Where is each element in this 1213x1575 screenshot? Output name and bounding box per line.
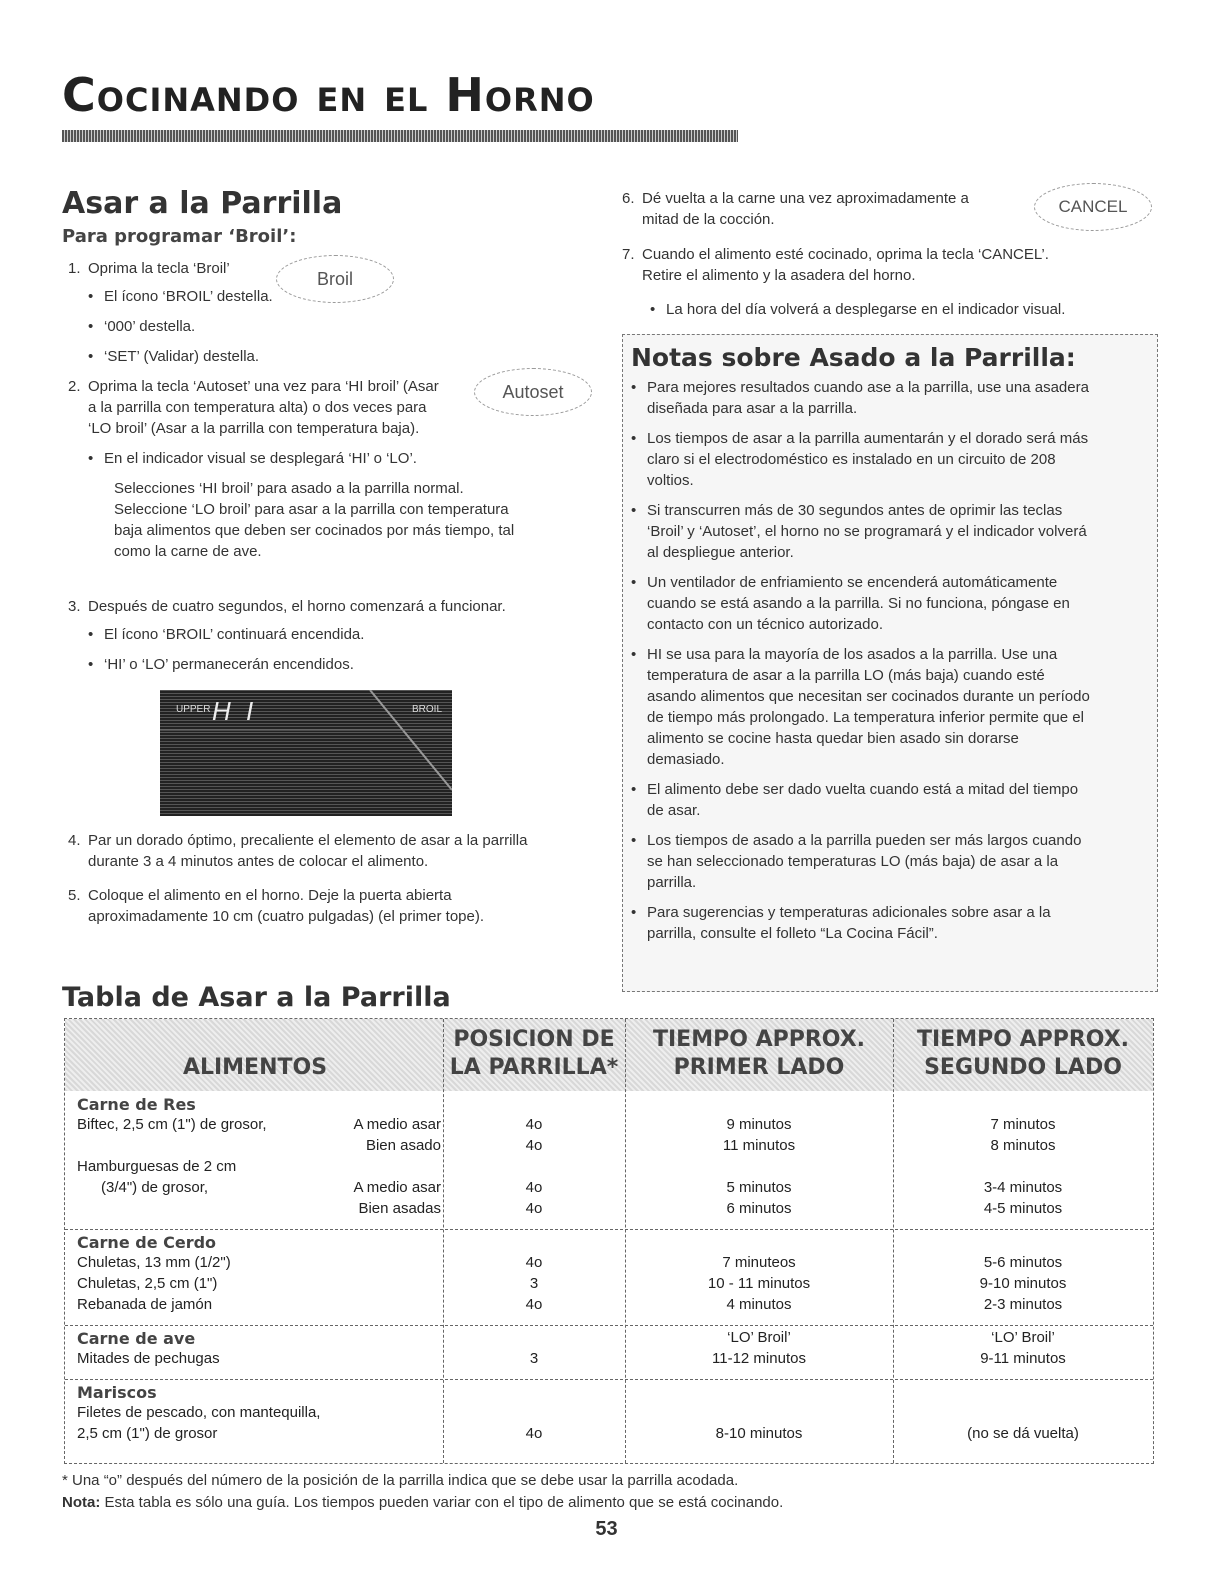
step-5-line-2: aproximadamente 10 cm (cuatro pulgadas) (el primer tope). — [88, 908, 485, 925]
table-cell: ‘LO’ Broil’ — [727, 1329, 791, 1346]
table-cell: 4o — [525, 1137, 543, 1154]
table-cell: 4-5 minutos — [983, 1200, 1063, 1217]
step-1-bullet-2: ‘000’ destella. — [104, 318, 196, 335]
bullet: • — [631, 430, 637, 447]
note-line: Los tiempos de asado a la parrilla pueden ser más largos cuando — [647, 832, 1082, 849]
table-col-divider — [625, 1019, 626, 1463]
note-line: Los tiempos de asar a la parrilla aumentarán y el dorado será más — [647, 430, 1089, 447]
table-cell: 4o — [525, 1179, 543, 1196]
step-2-para-1: Selecciones ‘HI broil’ para asado a la parrilla normal. — [114, 480, 464, 497]
table-footnote: * Una “o” después del número de la posición de la parrilla indica que se debe usar la parrilla acodada. — [62, 1472, 739, 1489]
display-bezel-lines — [160, 690, 452, 816]
table-cell: 4o — [525, 1425, 543, 1442]
table-col-divider — [443, 1019, 444, 1463]
table-cell: Bien asado — [365, 1137, 441, 1154]
step-1-bullet-3: ‘SET’ (Validar) destella. — [104, 348, 260, 365]
table-cell: 9-11 minutos — [980, 1350, 1066, 1367]
table-cell: 9-10 minutos — [979, 1275, 1067, 1292]
note-line: voltios. — [647, 472, 694, 489]
note-line: se han seleccionado temperaturas LO (más baja) de asar a la — [647, 853, 1059, 870]
subheading-program-broil: Para programar ‘Broil’: — [62, 226, 297, 247]
step-4-line-2: durante 3 a 4 minutos antes de colocar el alimento. — [88, 853, 429, 870]
step-6-line-2: mitad de la cocción. — [642, 211, 775, 228]
table-cell: Chuletas, 13 mm (1/2") — [77, 1254, 231, 1271]
bullet: • — [88, 450, 94, 467]
table-row-divider — [65, 1325, 1153, 1326]
bullet: • — [631, 904, 637, 921]
step-2-line-1: Oprima la tecla ‘Autoset’ una vez para ‘HI broil’ (Asar — [88, 378, 439, 395]
bullet: • — [631, 502, 637, 519]
bullet: • — [88, 348, 94, 365]
note-line: Para mejores resultados cuando ase a la parrilla, use una asadera — [647, 379, 1089, 396]
note-line: Un ventilador de enfriamiento se encenderá automáticamente — [647, 574, 1058, 591]
step-2-para-2-line-1: Seleccione ‘LO broil’ para asar a la parrilla con temperatura — [114, 501, 509, 518]
table-cell: 3 — [529, 1275, 539, 1292]
header-tiempo1-2: PRIMER LADO — [673, 1055, 845, 1080]
step-number: 4. — [68, 832, 81, 849]
step-number: 1. — [68, 260, 81, 277]
note-line: Para sugerencias y temperaturas adicionales sobre asar a la — [647, 904, 1051, 921]
table-cell: (3/4") de grosor, — [101, 1179, 209, 1196]
step-1-bullet-1: El ícono ‘BROIL’ destella. — [104, 288, 273, 305]
table-cell: Rebanada de jamón — [77, 1296, 213, 1313]
note-line: cuando se está asando a la parrilla. Si no funciona, póngase en — [647, 595, 1070, 612]
table-cell: 4o — [525, 1116, 543, 1133]
table-cell: 5 minutos — [726, 1179, 792, 1196]
table-cell: Chuletas, 2,5 cm (1") — [77, 1275, 218, 1292]
section-heading-broil: Asar a la Parrilla — [62, 186, 343, 221]
table-cell: 4 minutos — [726, 1296, 792, 1313]
step-5-line-1: Coloque el alimento en el horno. Deje la puerta abierta — [88, 887, 452, 904]
step-2-bullet: En el indicador visual se desplegará ‘HI’ o ‘LO’. — [104, 450, 417, 467]
note-line: parrilla. — [647, 874, 697, 891]
table-cell: A medio asar — [353, 1179, 441, 1196]
step-number: 6. — [622, 190, 635, 207]
table-cell: 5-6 minutos — [983, 1254, 1063, 1271]
bullet: • — [650, 301, 656, 318]
bullet: • — [631, 832, 637, 849]
bullet: • — [88, 288, 94, 305]
table-cell: 11-12 minutos — [712, 1350, 806, 1367]
step-6-line-1: Dé vuelta a la carne una vez aproximadamente a — [642, 190, 969, 207]
table-category: Carne de Cerdo — [77, 1233, 217, 1252]
note-line: de tiempo más prolongado. La temperatura inferior permite que el — [647, 709, 1084, 726]
step-2-line-3: ‘LO broil’ (Asar a la parrilla con temperatura baja). — [88, 420, 420, 437]
note-line: demasiado. — [647, 751, 725, 768]
header-tiempo2-1: TIEMPO APPROX. — [916, 1027, 1130, 1052]
autoset-button[interactable]: Autoset — [474, 368, 592, 416]
table-cell: 9 minutos — [726, 1116, 792, 1133]
note-line: contacto con un técnico autorizado. — [647, 616, 883, 633]
step-3-text: Después de cuatro segundos, el horno comenzará a funcionar. — [88, 598, 506, 615]
bullet: • — [631, 646, 637, 663]
cancel-button[interactable]: CANCEL — [1034, 183, 1152, 231]
display-hi-value: H I — [212, 696, 258, 726]
table-cell: 2,5 cm (1") de grosor — [77, 1425, 218, 1442]
step-number: 5. — [68, 887, 81, 904]
table-cell: 2-3 minutos — [983, 1296, 1063, 1313]
note-line: ‘Broil’ y ‘Autoset’, el horno no se programará y el indicador volverá — [647, 523, 1087, 540]
table-cell: A medio asar — [353, 1116, 441, 1133]
table-cell: 6 minutos — [726, 1200, 792, 1217]
table-cell: ‘LO’ Broil’ — [991, 1329, 1055, 1346]
note-line: de asar. — [647, 802, 701, 819]
bullet: • — [88, 318, 94, 335]
note-line: claro si el electrodoméstico es instalado en un circuito de 208 — [647, 451, 1056, 468]
step-3-bullet-1: El ícono ‘BROIL’ continuará encendida. — [104, 626, 365, 643]
bullet: • — [88, 626, 94, 643]
note-line: al despliegue anterior. — [647, 544, 794, 561]
table-cell: (no se dá vuelta) — [967, 1425, 1079, 1442]
table-cell: 4o — [525, 1254, 543, 1271]
note-label: Nota: — [62, 1494, 101, 1511]
bullet: • — [88, 656, 94, 673]
table-category: Carne de ave — [77, 1329, 196, 1348]
table-cell: 3-4 minutos — [983, 1179, 1063, 1196]
note-text: Esta tabla es sólo una guía. Los tiempos pueden variar con el tipo de alimento que se está cocinando. — [104, 1494, 784, 1511]
header-posicion-2: LA PARRILLA* — [449, 1055, 619, 1080]
table-cell: 11 minutos — [722, 1137, 796, 1154]
oven-display-panel — [160, 690, 452, 816]
notes-heading: Notas sobre Asado a la Parrilla: — [631, 343, 1076, 372]
table-cell: 7 minuteos — [722, 1254, 796, 1271]
step-2-para-2-line-3: como la carne de ave. — [114, 543, 262, 560]
table-cell: 10 - 11 minutos — [707, 1275, 811, 1292]
broil-steps-1-3 — [68, 258, 588, 618]
table-cell: Hamburguesas de 2 cm — [77, 1158, 237, 1175]
note-line: parrilla, consulte el folleto “La Cocina Fácil”. — [647, 925, 938, 942]
note-line: temperatura de asar a la parrilla LO (más baja) cuando esté — [647, 667, 1045, 684]
broil-chart-table — [64, 1018, 1154, 1464]
display-upper-label: UPPER — [176, 704, 211, 715]
note-line: El alimento debe ser dado vuelta cuando está a mitad del tiempo — [647, 781, 1079, 798]
table-header-row — [65, 1019, 1153, 1091]
step-2-line-2: a la parrilla con temperatura alta) o dos veces para — [88, 399, 427, 416]
note-line: asando alimentos que necesitan ser cocinados durante un período — [647, 688, 1090, 705]
table-cell: 7 minutos — [990, 1116, 1056, 1133]
header-posicion-1: POSICION DE — [453, 1027, 615, 1052]
table-row-divider — [65, 1379, 1153, 1380]
table-cell: Filetes de pescado, con mantequilla, — [77, 1404, 321, 1421]
step-7-line-2: Retire el alimento y la asadera del horno. — [642, 267, 916, 284]
table-cell: 8 minutos — [990, 1137, 1056, 1154]
note-line: Si transcurren más de 30 segundos antes de oprimir las teclas — [647, 502, 1063, 519]
step-4-line-1: Par un dorado óptimo, precaliente el elemento de asar a la parrilla — [88, 832, 528, 849]
table-cell: 4o — [525, 1200, 543, 1217]
bullet: • — [631, 379, 637, 396]
table-cell: Mitades de pechugas — [77, 1350, 220, 1367]
header-tiempo2-2: SEGUNDO LADO — [924, 1055, 1122, 1080]
table-cell: 3 — [529, 1350, 539, 1367]
table-col-divider — [893, 1019, 894, 1463]
table-row-divider — [65, 1229, 1153, 1230]
step-7-bullet: La hora del día volverá a desplegarse en el indicador visual. — [666, 301, 1066, 318]
step-3-bullet-2: ‘HI’ o ‘LO’ permanecerán encendidos. — [104, 656, 354, 673]
table-cell: 4o — [525, 1296, 543, 1313]
table-cell: Bien asadas — [358, 1200, 441, 1217]
step-number: 2. — [68, 378, 81, 395]
header-alimentos: ALIMENTOS — [182, 1055, 328, 1080]
page-title: Cocinando en el Horno — [62, 68, 595, 122]
step-2-para-2-line-2: baja alimentos que deben ser cocinados por más tiempo, tal — [114, 522, 515, 539]
note-line: diseñada para asar a la parrilla. — [647, 400, 858, 417]
title-divider — [62, 130, 738, 142]
step-1-text: Oprima la tecla ‘Broil’ — [88, 260, 230, 277]
step-7-line-1: Cuando el alimento esté cocinado, oprima la tecla ‘CANCEL’. — [642, 246, 1049, 263]
table-cell: 8-10 minutos — [715, 1425, 803, 1442]
table-note — [62, 1492, 1162, 1513]
table-category: Carne de Res — [77, 1095, 196, 1114]
note-line: HI se usa para la mayoría de los asados a la parrilla. Use una — [647, 646, 1058, 663]
table-heading: Tabla de Asar a la Parrilla — [62, 982, 451, 1013]
note-line: alimento se cocine hasta quedar bien asado sin dorarse — [647, 730, 1019, 747]
table-category: Mariscos — [77, 1383, 157, 1402]
broil-notes-box — [622, 334, 1158, 992]
header-tiempo1-1: TIEMPO APPROX. — [652, 1027, 866, 1052]
bullet: • — [631, 781, 637, 798]
step-number: 7. — [622, 246, 635, 263]
broil-button[interactable]: Broil — [276, 255, 394, 303]
display-broil-label: BROIL — [412, 704, 443, 715]
page-number: 53 — [595, 1518, 618, 1540]
table-cell: Biftec, 2,5 cm (1") de grosor, — [77, 1116, 267, 1133]
step-number: 3. — [68, 598, 81, 615]
bullet: • — [631, 574, 637, 591]
